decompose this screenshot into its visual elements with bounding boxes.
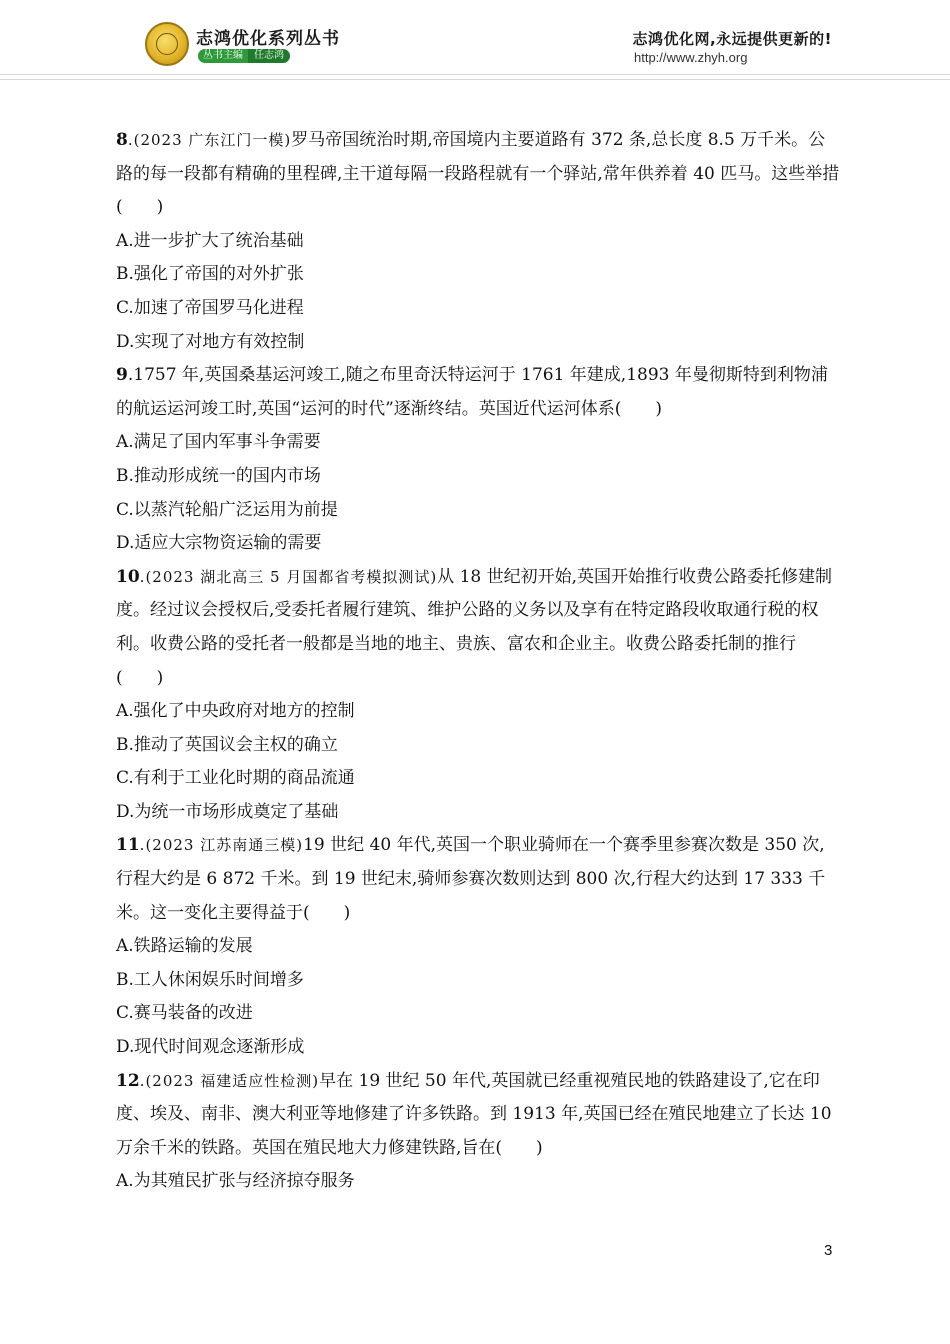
- page-header: [0, 0, 950, 82]
- question-11: [116, 829, 840, 1064]
- header-divider-secondary: [0, 79, 950, 80]
- option-b: B.强化了帝国的对外扩张: [116, 264, 304, 285]
- question-number: 10: [116, 566, 140, 587]
- question-stem: [116, 829, 840, 930]
- option-b: B.工人休闲娱乐时间增多: [116, 969, 304, 990]
- option-d: D.现代时间观念逐渐形成: [116, 1037, 305, 1058]
- option-b: B.推动形成统一的国内市场: [116, 465, 321, 486]
- question-number: 9: [116, 365, 128, 386]
- option-d: D.适应大宗物资运输的需要: [116, 533, 322, 554]
- question-text: 1757 年,英国桑基运河竣工,随之布里奇沃特运河于 1761 年建成,1893 年曼彻斯特到利物浦的航运运河竣工时,英国“运河的时代”逐渐终结。英国近代运河体系( ): [116, 365, 828, 419]
- question-number: 12: [116, 1070, 140, 1091]
- question-12: [116, 1065, 840, 1199]
- option-d: D.实现了对地方有效控制: [116, 331, 305, 352]
- option-a: A.满足了国内军事斗争需要: [116, 432, 321, 453]
- option-c: C.以蒸汽轮船广泛运用为前提: [116, 499, 338, 520]
- question-number: 8: [116, 130, 128, 150]
- option-b: B.推动了英国议会主权的确立: [116, 734, 338, 755]
- question-source: .(2023 江苏南通三模): [139, 836, 304, 855]
- page-number: 3: [824, 1242, 833, 1259]
- editor-badge: [198, 49, 290, 63]
- editor-name: 任志鸿: [248, 49, 290, 63]
- question-list: [116, 124, 840, 1199]
- question-10: [116, 561, 840, 830]
- series-logo-emblem: [145, 22, 189, 66]
- question-source: .: [127, 365, 134, 386]
- question-stem: [116, 1065, 840, 1166]
- option-c: C.有利于工业化时期的商品流通: [116, 768, 355, 789]
- option-a: A.进一步扩大了统治基础: [116, 230, 304, 251]
- question-text: 早在 19 世纪 50 年代,英国就已经重视殖民地的铁路建设了,它在印度、埃及、南非、澳大利亚等地修建了许多铁路。到 1913 年,英国已经在殖民地建立了长达 10 万余千米的铁路。英国在殖民地大力修建铁路,旨在( ): [116, 1070, 832, 1158]
- option-c: C.赛马装备的改进: [116, 1003, 253, 1024]
- option-c: C.加速了帝国罗马化进程: [116, 297, 304, 318]
- option-a: A.为其殖民扩张与经济掠夺服务: [116, 1171, 355, 1192]
- question-stem: [116, 124, 840, 225]
- series-title: 志鸿优化系列丛书: [196, 29, 340, 49]
- option-a: A.铁路运输的发展: [116, 936, 253, 957]
- question-text: 罗马帝国统治时期,帝国境内主要道路有 372 条,总长度 8.5 万千米。公路的每一段都有精确的里程碑,主干道每隔一段路程就有一个驿站,常年供养着 40 匹马。这些举措( ): [116, 130, 840, 218]
- question-stem: [116, 359, 840, 426]
- question-9: [116, 359, 840, 561]
- header-divider: [0, 74, 950, 75]
- question-number: 11: [116, 835, 140, 856]
- site-url: http://www.zhyh.org: [634, 50, 748, 65]
- header-slogan: 志鸿优化网,永远提供更新的!: [632, 30, 832, 48]
- option-a: A.强化了中央政府对地方的控制: [116, 701, 355, 722]
- editor-label: 丛书主编: [198, 49, 248, 63]
- question-text: 19 世纪 40 年代,英国一个职业骑师在一个赛季里参赛次数是 350 次,行程大约是 6 872 千米。到 19 世纪末,骑师参赛次数则达到 800 次,行程大约达到 17 333 千米。这一变化主要得益于( ): [116, 835, 826, 923]
- option-d: D.为统一市场形成奠定了基础: [116, 801, 339, 822]
- question-source: .(2023 广东江门一模): [127, 131, 292, 149]
- question-8: [116, 124, 840, 359]
- question-text: 从 18 世纪初开始,英国开始推行收费公路委托修建制度。经过议会授权后,受委托者履行建筑、维护公路的义务以及享有在特定路段收取通行税的权利。收费公路的受托者一般都是当地的地主、贵族、富农和企业主。收费公路委托制的推行( ): [116, 566, 833, 688]
- question-source: .(2023 福建适应性检测): [139, 1071, 320, 1090]
- question-source: .(2023 湖北高三 5 月国都省考模拟测试): [139, 567, 438, 586]
- question-stem: [116, 561, 840, 695]
